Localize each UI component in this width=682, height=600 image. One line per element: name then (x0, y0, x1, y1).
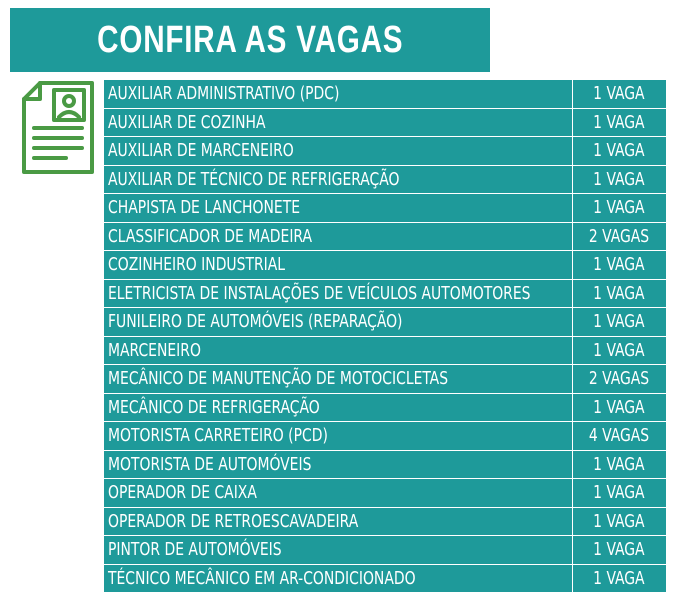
vacancy-count: 1 VAGA (593, 140, 645, 162)
vacancy-count: 1 VAGA (593, 197, 645, 219)
job-title: OPERADOR DE RETROESCAVADEIRA (108, 510, 359, 532)
job-title: AUXILIAR DE MARCENEIRO (108, 140, 294, 162)
vacancy-count-cell (572, 422, 666, 451)
vacancy-count: 1 VAGA (593, 396, 645, 418)
job-title: FUNILEIRO DE AUTOMÓVEIS (REPARAÇÃO) (108, 311, 403, 333)
job-title: OPERADOR DE CAIXA (108, 482, 257, 504)
table-row (104, 80, 666, 108)
table-row (104, 450, 666, 479)
job-title: MECÂNICO DE REFRIGERAÇÃO (108, 396, 320, 418)
table-row (104, 336, 666, 365)
table-row (104, 251, 666, 280)
vacancy-count-cell (572, 336, 666, 365)
vacancy-count: 2 VAGAS (589, 225, 650, 247)
job-title-cell (104, 507, 572, 536)
vacancy-count-cell (572, 308, 666, 337)
table-row (104, 308, 666, 337)
job-title-cell (104, 536, 572, 565)
table-row (104, 108, 666, 137)
vacancy-count-cell (572, 194, 666, 223)
job-vacancies-table (104, 80, 666, 592)
job-title: PINTOR DE AUTOMÓVEIS (108, 539, 282, 561)
vacancy-count-cell (572, 108, 666, 137)
vacancy-count: 1 VAGA (593, 311, 645, 333)
vacancy-count-cell (572, 165, 666, 194)
table-row (104, 194, 666, 223)
job-title-cell (104, 222, 572, 251)
vacancy-count: 1 VAGA (593, 111, 645, 133)
vacancy-count-cell (572, 80, 666, 108)
table-row (104, 393, 666, 422)
vacancy-count: 1 VAGA (593, 339, 645, 361)
vacancy-count: 1 VAGA (593, 510, 645, 532)
vacancy-count-cell (572, 365, 666, 394)
table-row (104, 536, 666, 565)
vacancy-count: 4 VAGAS (589, 425, 650, 447)
vacancy-count-cell (572, 137, 666, 166)
job-title-cell (104, 479, 572, 508)
vacancy-count: 1 VAGA (593, 539, 645, 561)
job-title-cell (104, 564, 572, 592)
vacancy-count: 2 VAGAS (589, 368, 650, 390)
table-row (104, 279, 666, 308)
table-row (104, 507, 666, 536)
job-title-cell (104, 365, 572, 394)
job-title-cell (104, 137, 572, 166)
vacancy-count: 1 VAGA (593, 254, 645, 276)
vacancy-count-cell (572, 479, 666, 508)
vacancy-count: 1 VAGA (593, 168, 645, 190)
table-row (104, 365, 666, 394)
job-title-cell (104, 194, 572, 223)
job-title-cell (104, 336, 572, 365)
vacancy-count-cell (572, 507, 666, 536)
job-title: COZINHEIRO INDUSTRIAL (108, 254, 286, 276)
document-profile-icon (20, 80, 96, 176)
job-title-cell (104, 108, 572, 137)
job-title-cell (104, 422, 572, 451)
table-row (104, 422, 666, 451)
job-title: ELETRICISTA DE INSTALAÇÕES DE VEÍCULOS AUTOMOTORES (108, 282, 531, 304)
vacancy-count-cell (572, 564, 666, 592)
job-title-cell (104, 165, 572, 194)
table-row (104, 222, 666, 251)
job-title-cell (104, 80, 572, 108)
job-title: CHAPISTA DE LANCHONETE (108, 197, 301, 219)
job-title-cell (104, 450, 572, 479)
vacancy-count-cell (572, 251, 666, 280)
job-title: CLASSIFICADOR DE MADEIRA (108, 225, 312, 247)
vacancy-count: 1 VAGA (593, 482, 645, 504)
job-title: MARCENEIRO (108, 339, 201, 361)
vacancy-count-cell (572, 222, 666, 251)
table-row (104, 165, 666, 194)
job-title-cell (104, 279, 572, 308)
job-title: AUXILIAR DE TÉCNICO DE REFRIGERAÇÃO (108, 168, 400, 190)
vacancy-count-cell (572, 536, 666, 565)
vacancy-count: 1 VAGA (593, 282, 645, 304)
job-title: AUXILIAR DE COZINHA (108, 111, 266, 133)
table-row (104, 137, 666, 166)
vacancy-count: 1 VAGA (593, 453, 645, 475)
job-title: TÉCNICO MECÂNICO EM AR-CONDICIONADO (108, 567, 416, 589)
job-title-cell (104, 251, 572, 280)
vacancy-count-cell (572, 450, 666, 479)
job-title: MOTORISTA CARRETEIRO (PCD) (108, 425, 328, 447)
job-title: AUXILIAR ADMINISTRATIVO (PDC) (108, 83, 340, 105)
job-title-cell (104, 393, 572, 422)
vacancy-count-cell (572, 393, 666, 422)
job-title: MOTORISTA DE AUTOMÓVEIS (108, 453, 312, 475)
vacancy-count: 1 VAGA (593, 83, 645, 105)
vacancy-count: 1 VAGA (593, 567, 645, 589)
page-title: CONFIRA AS VAGAS (96, 18, 404, 61)
job-title-cell (104, 308, 572, 337)
vacancy-count-cell (572, 279, 666, 308)
table-row (104, 564, 666, 592)
table-row (104, 479, 666, 508)
job-title: MECÂNICO DE MANUTENÇÃO DE MOTOCICLETAS (108, 368, 449, 390)
page-title-banner (10, 8, 490, 72)
